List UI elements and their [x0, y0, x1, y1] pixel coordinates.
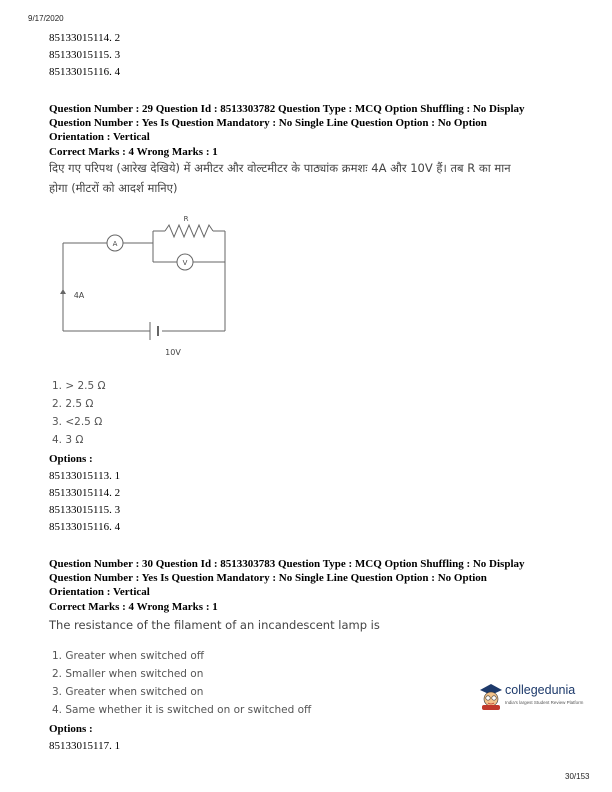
q30-choice: 4. Same whether it is switched on or switched off [52, 704, 312, 716]
option-code: 85133015114. 2 [49, 32, 121, 44]
logo-tagline: India's largest Student Review Platform [505, 700, 584, 705]
q29-choice: 2. 2.5 Ω [52, 398, 94, 410]
graduate-mascot-icon [478, 681, 504, 711]
option-code: 85133015116. 4 [49, 66, 121, 78]
voltmeter-label: V [182, 259, 188, 267]
resistor-label: R [183, 215, 189, 223]
q30-question-text: The resistance of the filament of an incandescent lamp is [49, 618, 380, 632]
q29-question-text: दिए गए परिपथ (आरेख देखिये) में अमीटर और वोल्टमीटर के पाठ्यांक क्रमशः 4A और 10V हैं। तब R का मान [49, 161, 511, 175]
current-label: 4A [73, 291, 85, 300]
option-code: 85133015117. 1 [49, 740, 121, 752]
q30-marks: Correct Marks : 4 Wrong Marks : 1 [49, 601, 218, 613]
q30-choice: 3. Greater when switched on [52, 686, 204, 698]
option-code: 85133015114. 2 [49, 487, 121, 499]
q29-marks: Correct Marks : 4 Wrong Marks : 1 [49, 146, 218, 158]
voltage-label: 10V [165, 348, 181, 357]
circuit-diagram [50, 210, 240, 365]
q29-options-label: Options : [49, 453, 93, 465]
q29-choice: 4. 3 Ω [52, 434, 84, 446]
q30-meta-line-1: Question Number : 30 Question Id : 8513303783 Question Type : MCQ Option Shuffling : No Display [49, 558, 525, 570]
logo-wordmark: collegedunia [505, 683, 576, 697]
q30-meta-line-3: Orientation : Vertical [49, 586, 150, 598]
option-code: 85133015115. 3 [49, 504, 121, 516]
resistor-symbol [165, 225, 213, 237]
q29-meta-line-3: Orientation : Vertical [49, 131, 150, 143]
page-number: 30/153 [565, 772, 590, 781]
q30-choice: 2. Smaller when switched on [52, 668, 204, 680]
option-code: 85133015115. 3 [49, 49, 121, 61]
q29-choice: 1. > 2.5 Ω [52, 380, 106, 392]
q30-meta-line-2: Question Number : Yes Is Question Mandatory : No Single Line Question Option : No Option [49, 572, 487, 584]
collegedunia-logo [478, 681, 588, 713]
q29-choice: 3. <2.5 Ω [52, 416, 103, 428]
option-code: 85133015116. 4 [49, 521, 121, 533]
ammeter-label: A [112, 240, 118, 248]
q30-options-label: Options : [49, 723, 93, 735]
q30-choice: 1. Greater when switched off [52, 650, 205, 662]
q29-question-text-cont: होगा (मीटरों को आदर्श मानिए) [49, 181, 178, 195]
option-code: 85133015113. 1 [49, 470, 121, 482]
q29-meta-line-2: Question Number : Yes Is Question Mandatory : No Single Line Question Option : No Option [49, 117, 487, 129]
print-date: 9/17/2020 [28, 14, 64, 23]
q29-meta-line-1: Question Number : 29 Question Id : 8513303782 Question Type : MCQ Option Shuffling : No Display [49, 103, 525, 115]
current-arrow-head-icon [60, 289, 66, 294]
